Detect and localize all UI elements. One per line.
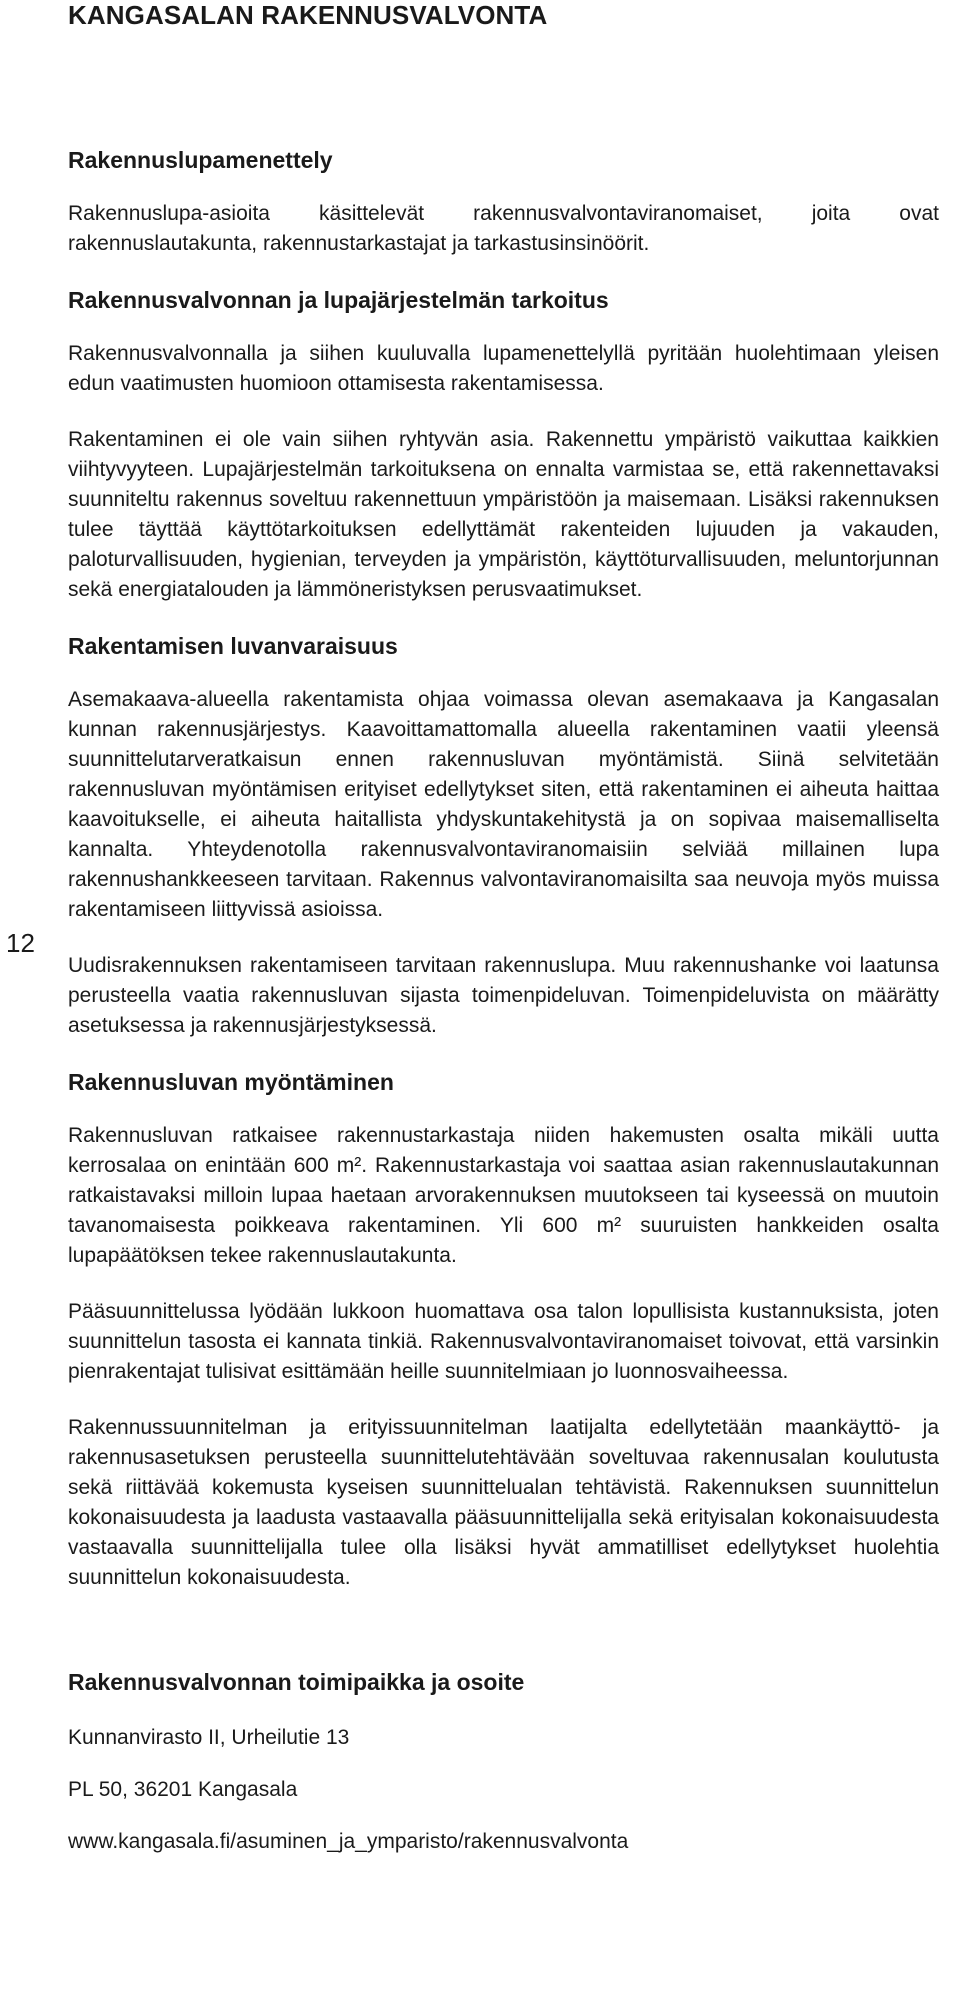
section-rakennuslupamenettely [68, 145, 939, 259]
section-luvanvaraisuus [68, 631, 939, 1041]
paragraph: Rakennuslupa-asioita käsittelevät rakennusvalvontaviranomaiset, joita ovat rakennuslautakunta, rakennustarkastajat ja tarkastusinsinöörit. [68, 202, 939, 255]
section-heading: Rakennusluvan myöntäminen [68, 1069, 394, 1095]
section-heading: Rakennusvalvonnan ja lupajärjestelmän tarkoitus [68, 287, 609, 313]
paragraph: Rakentaminen ei ole vain siihen ryhtyvän asia. Rakennettu ympäristö vaikuttaa kaikkien viihtyvyyteen. Lupajärjestelmän tarkoituksena on ennalta varmistaa se, että rakennettavaksi suunniteltu rakennus soveltuu rakennettuun ympäristöön ja maisemaan. Lisäksi rakennuksen tulee täyttää käyttötarkoituksen edellyttämät rakenteiden lujuuden ja vakauden, paloturvallisuuden, hygienian, terveyden ja ympäristön, käyttöturvallisuuden, meluntorjunnan sekä energiatalouden ja lämmöneristyksen perusvaatimukset. [68, 428, 939, 601]
contact-address: Kunnanvirasto II, Urheilutie 13 [68, 1726, 350, 1749]
section-heading: Rakennuslupamenettely [68, 147, 333, 173]
document-body [68, 145, 939, 1879]
paragraph: Rakennusluvan ratkaisee rakennustarkastaja niiden hakemusten osalta mikäli uutta kerrosalaa on enintään 600 m². Rakennustarkastaja voi saattaa asian rakennuslautakunnan ratkaistavaksi milloin lupaa haetaan arvorakennuksen muutokseen tai kyseessä on muutoin tavanomaisesta poikkeava rakentaminen. Yli 600 m² suuruisten hankkeiden osalta lupapäätöksen tekee rakennuslautakunta. [68, 1124, 939, 1267]
section-contact [68, 1667, 939, 1857]
contact-postal-address: PL 50, 36201 Kangasala [68, 1778, 298, 1801]
contact-heading: Rakennusvalvonnan toimipaikka ja osoite [68, 1669, 525, 1695]
paragraph: Uudisrakennuksen rakentamiseen tarvitaan rakennuslupa. Muu rakennushanke voi laatunsa perusteella vaatia rakennusluvan sijasta toimenpideluvan. Toimenpideluvista on määrätty asetuksessa ja rakennusjärjestyksessä. [68, 954, 939, 1037]
paragraph: Asemakaava-alueella rakentamista ohjaa voimassa olevan asemakaava ja Kangasalan kunnan rakennusjärjestys. Kaavoittamattomalla alueella rakentaminen vaatii yleensä suunnittelutarveratkaisun ennen rakennusluvan myöntämistä. Siinä selvitetään rakennusluvan myöntämisen erityiset edellytykset siten, että rakentaminen ei aiheuta haittaa kaavoitukselle, ei aiheuta haitallista yhdyskuntakehitystä ja on sopivaa maisemalliselta kannalta. Yhteydenotolla rakennusvalvontaviranomaisiin selviää millainen lupa rakennushankkeeseen tarvitaan. Rakennus valvontaviranomaisilta saa neuvoja myös muissa rakentamiseen liittyvissä asioissa. [68, 688, 939, 921]
paragraph: Rakennussuunnitelman ja erityissuunnitelman laatijalta edellytetään maankäyttö- ja rakennusasetuksen perusteella suunnittelutehtävään soveltuvaa rakennusalan koulutusta sekä riittävää kokemusta kyseisen suunnittelualan tehtävistä. Rakennuksen suunnittelun kokonaisuudesta ja laadusta vastaavalla pääsuunnittelijalla sekä erityisalan kokonaisuudesta vastaavalla suunnittelijalla tulee olla lisäksi hyvät ammatilliset edellytykset huolehtia suunnittelun kokonaisuudesta. [68, 1416, 939, 1589]
section-tarkoitus [68, 285, 939, 605]
section-myontaminen [68, 1067, 939, 1593]
document-title: KANGASALAN RAKENNUSVALVONTA [68, 0, 548, 30]
website-link[interactable]: www.kangasala.fi/asuminen_ja_ymparisto/rakennusvalvonta [68, 1830, 629, 1853]
paragraph: Pääsuunnittelussa lyödään lukkoon huomattava osa talon lopullisista kustannuksista, joten suunnittelun tasosta ei kannata tinkiä. Rakennusvalvontaviranomaiset toivovat, että varsinkin pienrakentajat tulisivat esittämään heille suunnitelmiaan jo luonnosvaiheessa. [68, 1300, 939, 1383]
section-heading: Rakentamisen luvanvaraisuus [68, 633, 398, 659]
page-number: 12 [6, 928, 35, 958]
paragraph: Rakennusvalvonnalla ja siihen kuuluvalla lupamenettelyllä pyritään huolehtimaan yleisen edun vaatimusten huomioon ottamisesta rakentamisessa. [68, 342, 939, 395]
